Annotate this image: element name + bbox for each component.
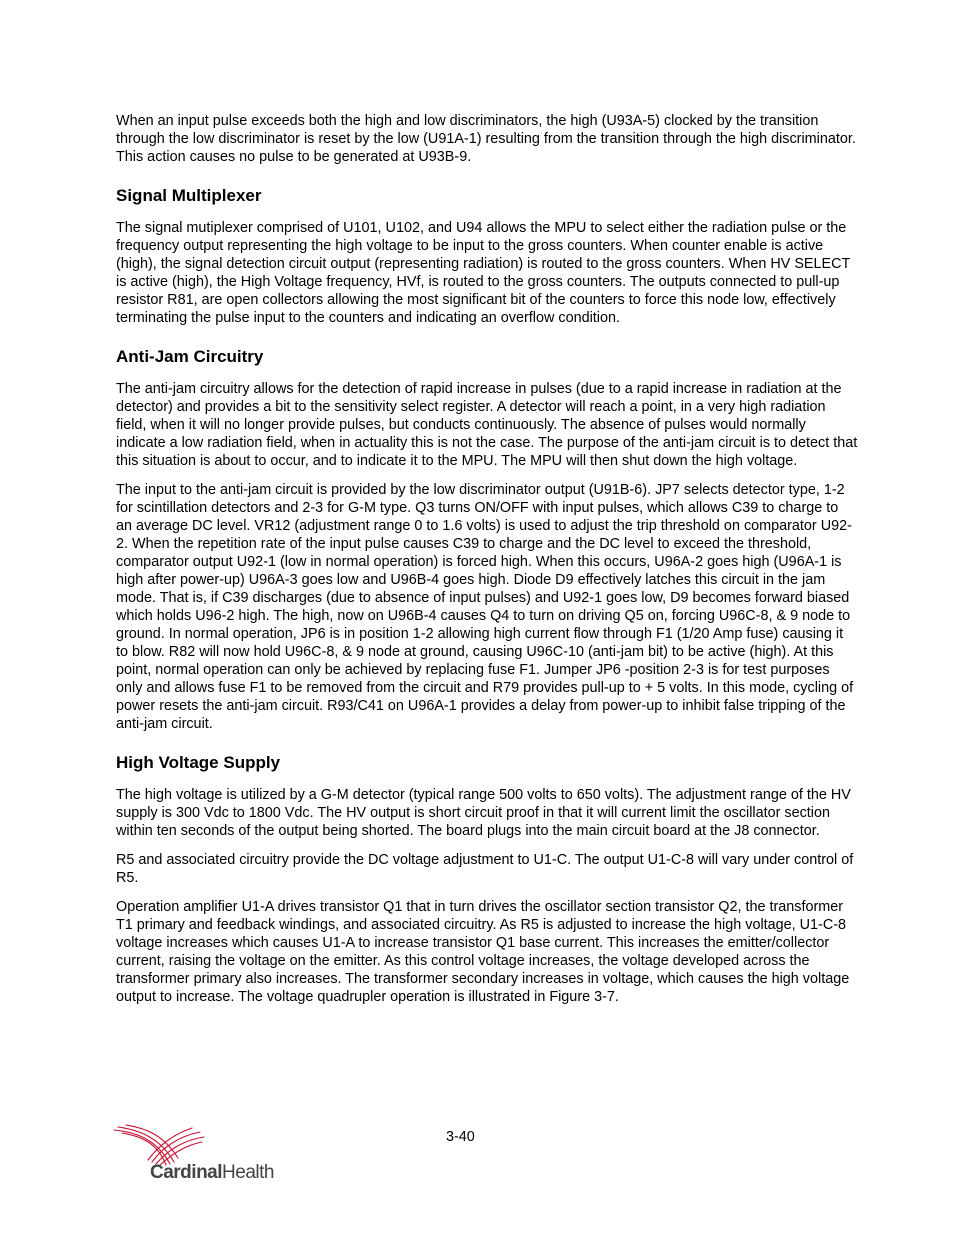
intro-paragraph: When an input pulse exceeds both the high and low discriminators, the high (U93A-5) clocked by the transition through the low discriminator is reset by the low (U91A-1) resulting from the transition through the high discriminator. This action causes no pulse to be generated at U93B-9. xyxy=(116,113,856,165)
high-voltage-paragraph-2: R5 and associated circuitry provide the DC voltage adjustment to U1-C. The output U1-C-8 will vary under control of R5. xyxy=(116,852,854,886)
section-heading-high-voltage: High Voltage Supply xyxy=(116,753,281,772)
section-heading-anti-jam: Anti-Jam Circuitry xyxy=(116,347,264,366)
page-body xyxy=(116,112,858,1017)
logo-text-cardinal: Cardinal xyxy=(150,1162,223,1183)
signal-multiplexer-paragraph: The signal mutiplexer comprised of U101, U102, and U94 allows the MPU to select either the radiation pulse or the frequency output representing the high voltage to be input to the gross counters. When counter enable is active (high), the signal detection circuit output (representing radiation) is routed to the gross counters. When HV SELECT is active (high), the High Voltage frequency, HVf, is routed to the gross counters. The outputs connected to pull-up resistor R81, are open collectors allowing the most significant bit of the counters to force this node low, effectively terminating the pulse input to the counters and indicating an overflow condition. xyxy=(116,220,851,326)
cardinal-health-logo xyxy=(112,1124,272,1184)
section-heading-signal-multiplexer: Signal Multiplexer xyxy=(116,186,262,205)
high-voltage-paragraph-1: The high voltage is utilized by a G-M detector (typical range 500 volts to 650 volts). The adjustment range of the HV supply is 300 Vdc to 1800 Vdc. The HV output is short circuit proof in that it will current limit the oscillator section within ten seconds of the output being shorted. The board plugs into the main circuit board at the J8 connector. xyxy=(116,787,851,839)
page-number: 3-40 xyxy=(446,1129,475,1145)
anti-jam-paragraph-1: The anti-jam circuitry allows for the detection of rapid increase in pulses (due to a rapid increase in radiation at the detector) and provides a bit to the sensitivity select register. A detector will reach a point, in a very high radiation field, when it will no longer provide pulses, but conducts continuously. The absence of pulses would normally indicate a low radiation field, when in actuality this is not the case. The purpose of the anti-jam circuit is to detect that this situation is about to occur, and to indicate it to the MPU. The MPU will then shut down the high voltage. xyxy=(116,381,858,469)
logo-text-health: Health xyxy=(222,1162,274,1183)
anti-jam-paragraph-2: The input to the anti-jam circuit is provided by the low discriminator output (U91B-6). JP7 selects detector type, 1-2 for scintillation detectors and 2-3 for G-M type. Q3 turns ON/OFF with input pulses, which allows C39 to charge to an average DC level. VR12 (adjustment range 0 to 1.6 volts) is used to adjust the trip threshold on comparator U92-2. When the repetition rate of the input pulse causes C39 to charge and the DC level to exceed the threshold, comparator output U92-1 (low in normal operation) is forced high. When this occurs, U96A-2 goes high (U96A-1 is high after power-up) U96A-3 goes low and U96B-4 goes high. Diode D9 effectively latches this circuit in the jam mode. That is, if C39 discharges (due to absence of input pulses) and U92-1 goes low, D9 becomes forward biased which holds U96-2 high. The high, now on U96B-4 causes Q4 to turn on driving Q5 on, forcing U96C-8, & 9 node to ground. In normal operation, JP6 is in position 1-2 allowing high current flow through F1 (1/20 Amp fuse) causing it to blow. R82 will now hold U96C-8, & 9 node at ground, causing U96C-10 (anti-jam bit) to be active (high). At this point, normal operation can only be achieved by replacing fuse F1. Jumper JP6 -position 2-3 is for test purposes only and allows fuse F1 to be removed from the circuit and R79 provides pull-up to + 5 volts. In this mode, cycling of power resets the anti-jam circuit. R93/C41 on U96A-1 provides a delay from power-up to inhibit false tripping of the anti-jam circuit. xyxy=(116,482,854,732)
high-voltage-paragraph-3: Operation amplifier U1-A drives transistor Q1 that in turn drives the oscillator section transistor Q2, the transformer T1 primary and feedback windings, and associated circuitry. As R5 is adjusted to increase the high voltage, U1-C-8 voltage increases which causes U1-A to increase transistor Q1 base current. This increases the emitter/collector current, raising the voltage on the emitter. As this control voltage increases, the voltage developed across the transformer primary also increases. The transformer secondary increases in voltage, which causes the high voltage output to increase. The voltage quadrupler operation is illustrated in Figure 3-7. xyxy=(116,899,850,1005)
cardinal-health-swoosh-icon xyxy=(112,1124,212,1166)
logo-wordmark xyxy=(150,1162,274,1184)
